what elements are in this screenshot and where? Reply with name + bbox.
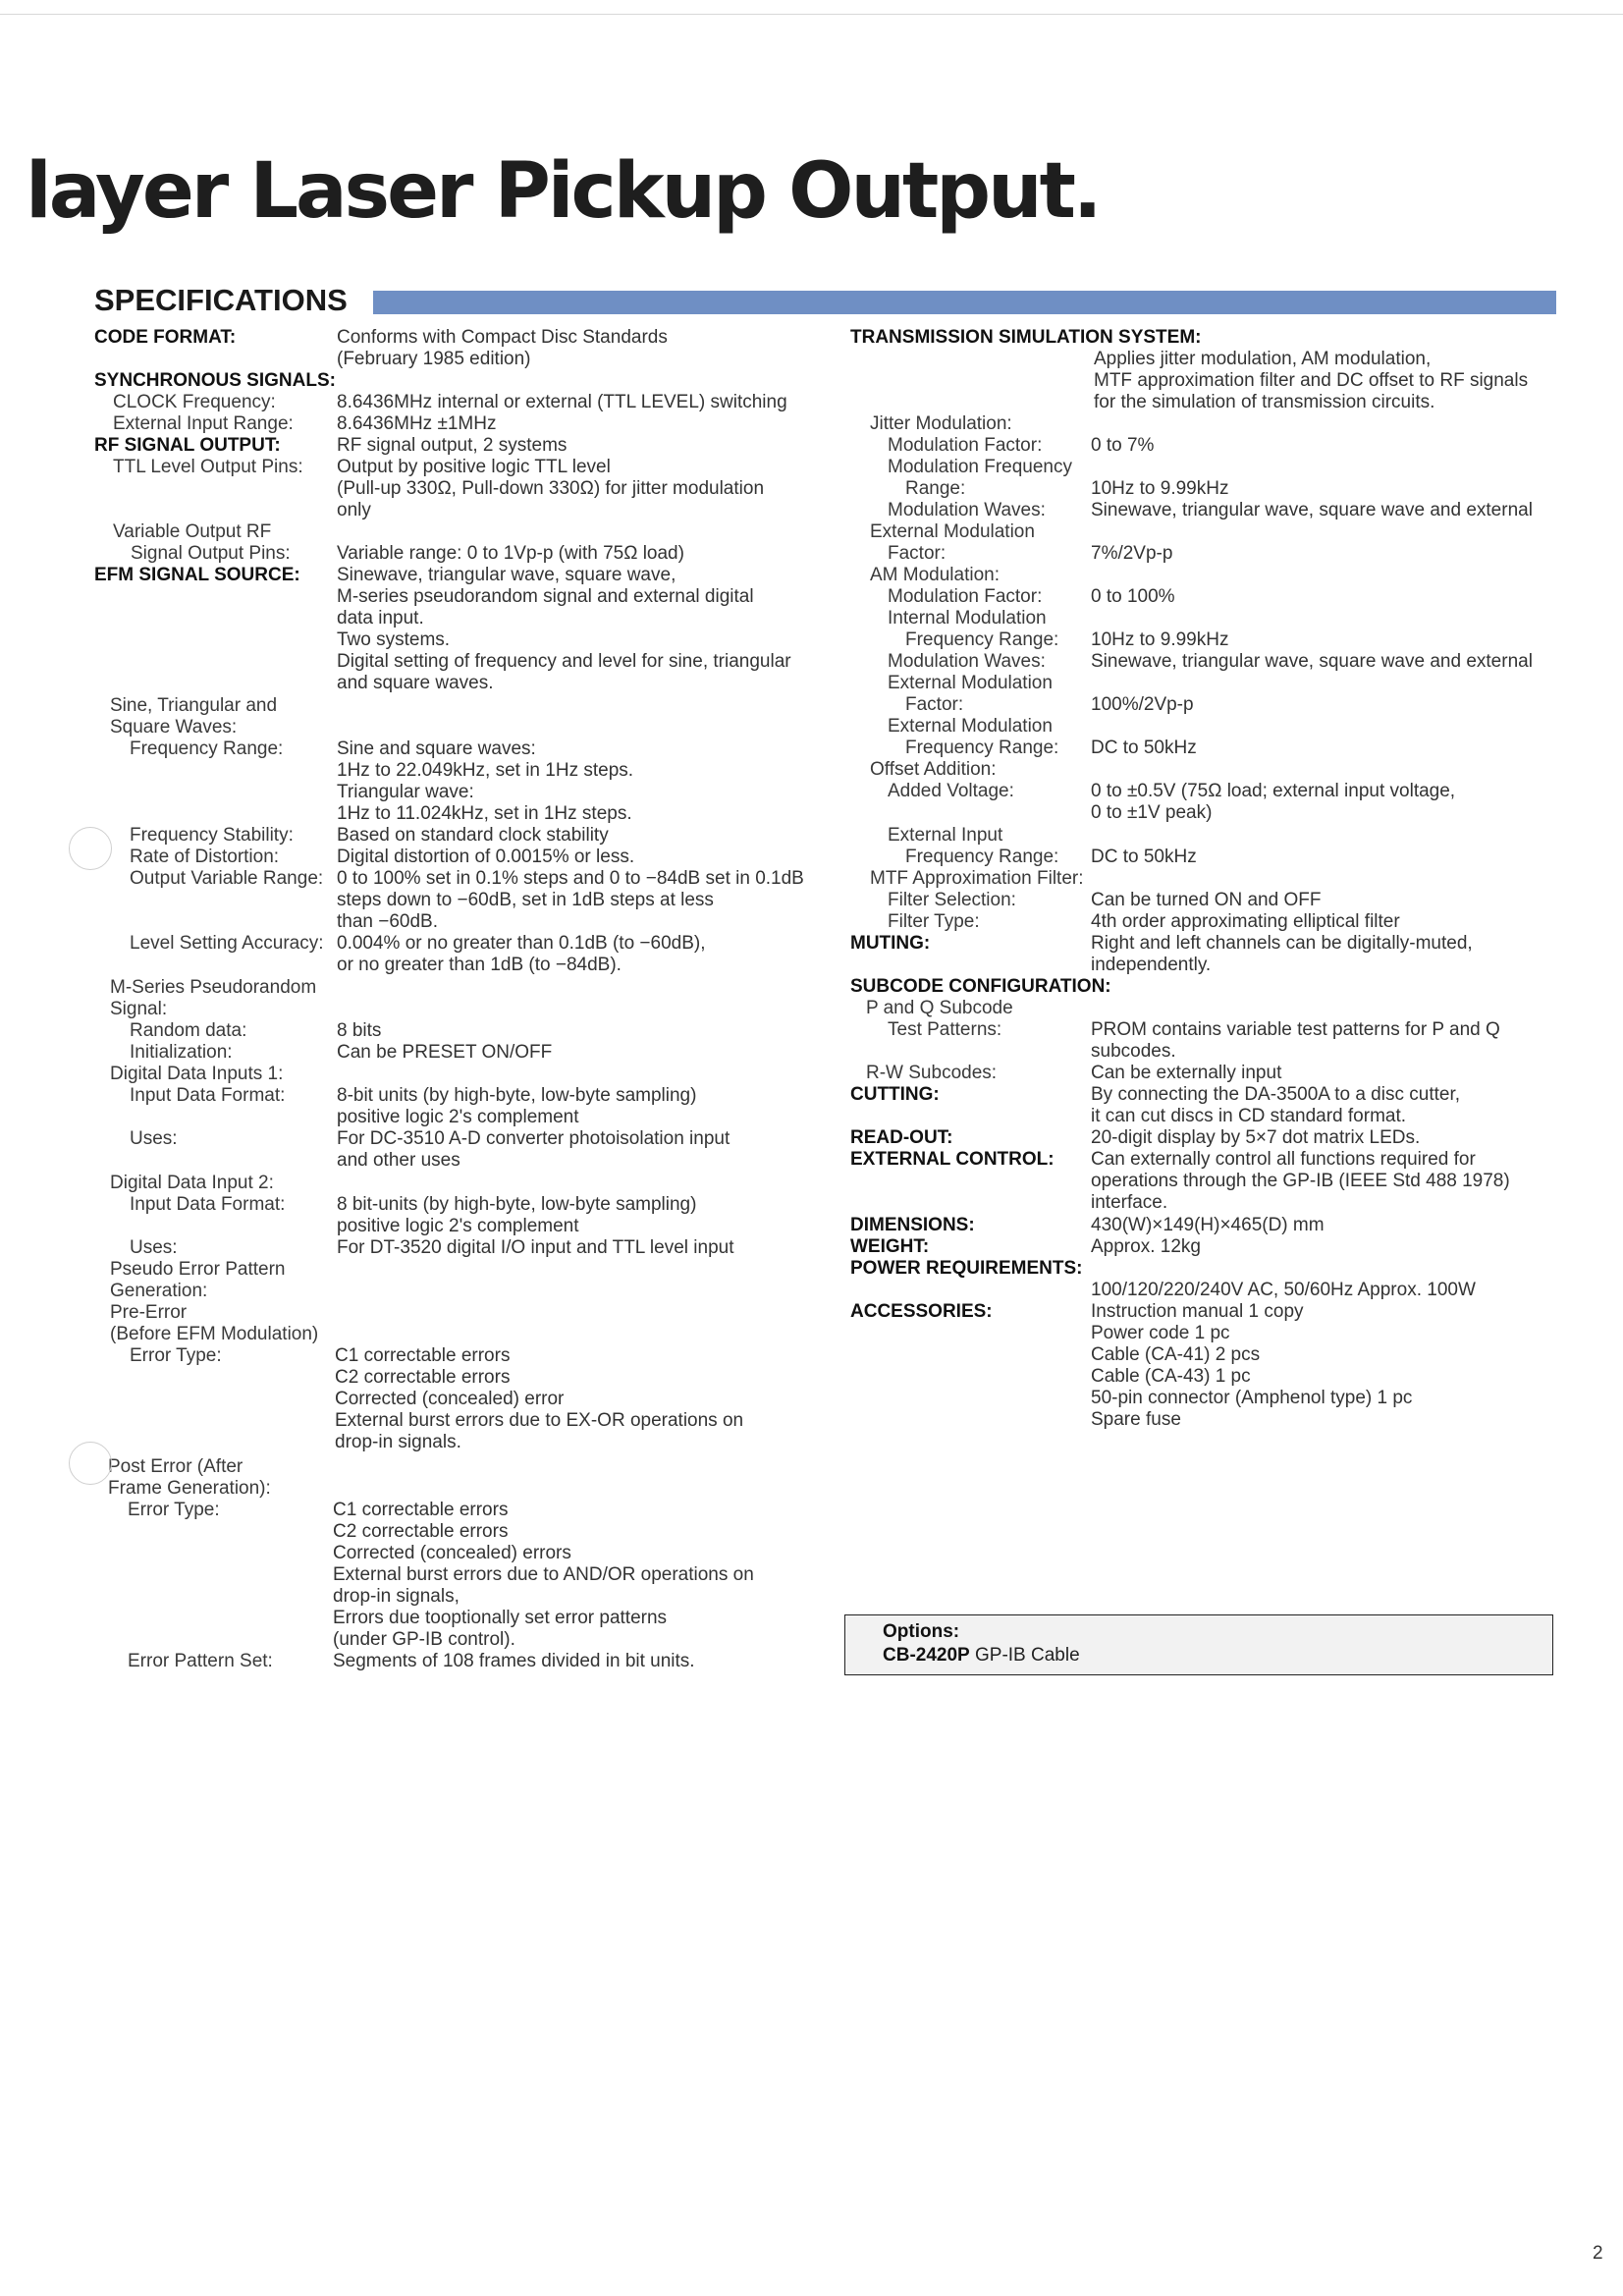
spec-label: Filter Type: [888, 911, 980, 932]
spec-label: Pre-Error [110, 1302, 188, 1323]
spec-value: Can externally control all functions required for [1091, 1149, 1476, 1170]
spec-label: External Input Range: [113, 413, 294, 434]
spec-label: Modulation Waves: [888, 500, 1046, 520]
spec-label: Digital Data Input 2: [110, 1173, 274, 1193]
spec-label: Modulation Factor: [888, 586, 1043, 607]
spec-label: Range: [905, 478, 966, 499]
spec-label: Added Voltage: [888, 781, 1014, 801]
spec-value: Power code 1 pc [1091, 1323, 1230, 1343]
spec-label: SYNCHRONOUS SIGNALS: [94, 370, 336, 391]
spec-value: Based on standard clock stability [337, 825, 609, 846]
spec-value: Corrected (concealed) errors [333, 1543, 571, 1563]
spec-value: M-series pseudorandom signal and external digital [337, 586, 754, 607]
spec-value: 20-digit display by 5×7 dot matrix LEDs. [1091, 1127, 1421, 1148]
spec-value: only [337, 500, 371, 520]
spec-label: DIMENSIONS: [850, 1215, 975, 1235]
spec-value: Can be PRESET ON/OFF [337, 1042, 553, 1063]
spec-value: Errors due tooptionally set error patterns [333, 1608, 668, 1628]
top-rule [0, 14, 1623, 15]
specifications-banner-bar [373, 291, 1556, 314]
spec-value: 100%/2Vp-p [1091, 694, 1194, 715]
spec-value: 10Hz to 9.99kHz [1091, 478, 1229, 499]
spec-value: data input. [337, 608, 424, 629]
spec-value: DC to 50kHz [1091, 847, 1197, 867]
spec-value: Cable (CA-43) 1 pc [1091, 1366, 1251, 1387]
spec-label: Uses: [130, 1128, 178, 1149]
spec-label: CUTTING: [850, 1084, 940, 1105]
spec-label: Rate of Distortion: [130, 847, 280, 867]
options-box [844, 1614, 1553, 1675]
spec-label: Uses: [130, 1237, 178, 1258]
spec-label: Error Type: [128, 1500, 220, 1520]
spec-value: 430(W)×149(H)×465(D) mm [1091, 1215, 1325, 1235]
spec-value: 0.004% or no greater than 0.1dB (to −60dB), [337, 933, 706, 954]
spec-label: Square Waves: [110, 717, 238, 738]
spec-value: and square waves. [337, 673, 494, 693]
spec-value: for the simulation of transmission circuits. [1094, 392, 1435, 412]
spec-value: operations through the GP-IB (IEEE Std 488 1978) [1091, 1171, 1510, 1191]
page-number: 2 [1593, 2243, 1603, 2264]
spec-value: Variable range: 0 to 1Vp-p (with 75Ω load) [337, 543, 684, 564]
spec-label: Post Error (After [108, 1456, 243, 1477]
spec-label: (Before EFM Modulation) [110, 1324, 319, 1344]
spec-value: 0 to 7% [1091, 435, 1155, 456]
spec-label: Internal Modulation [888, 608, 1047, 629]
spec-value: Cable (CA-41) 2 pcs [1091, 1344, 1261, 1365]
spec-value: 8.6436MHz internal or external (TTL LEVEL) switching [337, 392, 787, 412]
spec-value: C2 correctable errors [335, 1367, 511, 1388]
spec-label: AM Modulation: [870, 565, 1001, 585]
spec-value: positive logic 2's complement [337, 1107, 579, 1127]
spec-label: TTL Level Output Pins: [113, 457, 303, 477]
spec-value: Two systems. [337, 629, 451, 650]
spec-value: and other uses [337, 1150, 460, 1171]
spec-label: Variable Output RF [113, 521, 272, 542]
spec-value: C1 correctable errors [333, 1500, 509, 1520]
spec-value: MTF approximation filter and DC offset to RF signals [1094, 370, 1529, 391]
spec-label: Initialization: [130, 1042, 233, 1063]
spec-label: Modulation Waves: [888, 651, 1046, 672]
spec-label: MTF Approximation Filter: [870, 868, 1084, 889]
spec-label: Input Data Format: [130, 1085, 286, 1106]
spec-value: Right and left channels can be digitally-muted, [1091, 933, 1473, 954]
options-item-code: CB-2420P [883, 1645, 970, 1666]
spec-label: READ-OUT: [850, 1127, 953, 1148]
spec-label: External Modulation [888, 716, 1053, 737]
spec-value: subcodes. [1091, 1041, 1176, 1062]
spec-label: Level Setting Accuracy: [130, 933, 324, 954]
spec-label: Error Pattern Set: [128, 1651, 273, 1671]
spec-label: TRANSMISSION SIMULATION SYSTEM: [850, 327, 1202, 348]
spec-value: 7%/2Vp-p [1091, 543, 1173, 564]
spec-label: Test Patterns: [888, 1019, 1002, 1040]
spec-label: Offset Addition: [870, 759, 997, 780]
spec-label: Filter Selection: [888, 890, 1016, 910]
spec-value: 8-bit units (by high-byte, low-byte sampling) [337, 1085, 697, 1106]
spec-label: P and Q Subcode [866, 998, 1013, 1018]
spec-value: External burst errors due to EX-OR operations on [335, 1410, 744, 1431]
spec-value: 1Hz to 22.049kHz, set in 1Hz steps. [337, 760, 634, 781]
spec-value: or no greater than 1dB (to −84dB). [337, 955, 622, 975]
spec-value: 8 bit-units (by high-byte, low-byte sampling) [337, 1194, 697, 1215]
spec-label: MUTING: [850, 933, 931, 954]
spec-label: RF SIGNAL OUTPUT: [94, 435, 281, 456]
spec-value: independently. [1091, 955, 1212, 975]
spec-label: Frequency Range: [130, 738, 284, 759]
spec-value: Instruction manual 1 copy [1091, 1301, 1304, 1322]
spec-value: 1Hz to 11.024kHz, set in 1Hz steps. [337, 803, 632, 824]
spec-label: Pseudo Error Pattern [110, 1259, 286, 1280]
spec-label: M-Series Pseudorandom [110, 977, 317, 998]
spec-label: SUBCODE CONFIGURATION: [850, 976, 1111, 997]
spec-value: Conforms with Compact Disc Standards [337, 327, 668, 348]
specifications-heading: SPECIFICATIONS [94, 283, 348, 317]
spec-label: R-W Subcodes: [866, 1063, 998, 1083]
spec-label: Frequency Range: [905, 738, 1059, 758]
spec-value: 0 to ±0.5V (75Ω load; external input voltage, [1091, 781, 1456, 801]
spec-value: (Pull-up 330Ω, Pull-down 330Ω) for jitter modulation [337, 478, 765, 499]
spec-value: Spare fuse [1091, 1409, 1181, 1430]
options-title: Options: [883, 1621, 960, 1642]
spec-value: Segments of 108 frames divided in bit units. [333, 1651, 695, 1671]
options-item-desc: GP-IB Cable [975, 1645, 1080, 1666]
spec-value: Sinewave, triangular wave, square wave, [337, 565, 676, 585]
spec-value: C1 correctable errors [335, 1345, 511, 1366]
spec-value: it can cut discs in CD standard format. [1091, 1106, 1407, 1126]
page-headline: layer Laser Pickup Output. [26, 147, 1100, 236]
spec-value: interface. [1091, 1192, 1168, 1213]
spec-value: RF signal output, 2 systems [337, 435, 568, 456]
spec-value: Can be externally input [1091, 1063, 1282, 1083]
spec-label: Modulation Frequency [888, 457, 1072, 477]
punch-hole-mark [69, 827, 112, 870]
spec-value: (February 1985 edition) [337, 349, 531, 369]
spec-value: Approx. 12kg [1091, 1236, 1201, 1257]
spec-value: than −60dB. [337, 911, 439, 932]
spec-value: Digital setting of frequency and level for sine, triangular [337, 651, 791, 672]
spec-label: EXTERNAL CONTROL: [850, 1149, 1055, 1170]
spec-value: 0 to 100% [1091, 586, 1175, 607]
spec-value: drop-in signals, [333, 1586, 460, 1607]
spec-value: 8 bits [337, 1020, 382, 1041]
spec-label: Signal Output Pins: [131, 543, 291, 564]
spec-label: Digital Data Inputs 1: [110, 1064, 284, 1084]
spec-label: Random data: [130, 1020, 247, 1041]
spec-label: Frequency Range: [905, 847, 1059, 867]
spec-label: CLOCK Frequency: [113, 392, 276, 412]
spec-value: For DT-3520 digital I/O input and TTL level input [337, 1237, 734, 1258]
spec-value: 0 to 100% set in 0.1% steps and 0 to −84dB set in 0.1dB [337, 868, 804, 889]
spec-label: Jitter Modulation: [870, 413, 1012, 434]
spec-value: DC to 50kHz [1091, 738, 1197, 758]
spec-value: steps down to −60dB, set in 1dB steps at less [337, 890, 714, 910]
spec-label: Modulation Factor: [888, 435, 1043, 456]
spec-label: Sine, Triangular and [110, 695, 278, 716]
spec-value: Applies jitter modulation, AM modulation, [1094, 349, 1432, 369]
spec-label: POWER REQUIREMENTS: [850, 1258, 1083, 1279]
spec-label: Frame Generation): [108, 1478, 271, 1499]
spec-value: Triangular wave: [337, 782, 474, 802]
spec-label: Signal: [110, 999, 168, 1019]
spec-value: 4th order approximating elliptical filter [1091, 911, 1400, 932]
spec-label: CODE FORMAT: [94, 327, 237, 348]
spec-value: Output by positive logic TTL level [337, 457, 611, 477]
spec-label: Factor: [905, 694, 964, 715]
spec-label: External Modulation [888, 673, 1053, 693]
spec-value: Digital distortion of 0.0015% or less. [337, 847, 635, 867]
spec-value: 100/120/220/240V AC, 50/60Hz Approx. 100W [1091, 1280, 1476, 1300]
spec-label: Factor: [888, 543, 947, 564]
spec-label: External Input [888, 825, 1003, 846]
spec-value: C2 correctable errors [333, 1521, 509, 1542]
spec-value: Corrected (concealed) error [335, 1389, 565, 1409]
spec-value: Sinewave, triangular wave, square wave and external [1091, 651, 1533, 672]
spec-label: Frequency Stability: [130, 825, 294, 846]
spec-value: 8.6436MHz ±1MHz [337, 413, 497, 434]
spec-label: Error Type: [130, 1345, 222, 1366]
spec-label: Output Variable Range: [130, 868, 324, 889]
spec-value: Can be turned ON and OFF [1091, 890, 1322, 910]
spec-label: WEIGHT: [850, 1236, 930, 1257]
spec-value: 0 to ±1V peak) [1091, 802, 1213, 823]
spec-label: Generation: [110, 1281, 208, 1301]
spec-label: Frequency Range: [905, 629, 1059, 650]
spec-value: PROM contains variable test patterns for P and Q [1091, 1019, 1500, 1040]
spec-value: positive logic 2's complement [337, 1216, 579, 1236]
spec-label: ACCESSORIES: [850, 1301, 993, 1322]
spec-value: For DC-3510 A-D converter photoisolation input [337, 1128, 730, 1149]
spec-label: Input Data Format: [130, 1194, 286, 1215]
spec-value: Sinewave, triangular wave, square wave and external [1091, 500, 1533, 520]
spec-value: External burst errors due to AND/OR operations on [333, 1564, 754, 1585]
options-item [883, 1645, 1080, 1667]
spec-label: EFM SIGNAL SOURCE: [94, 565, 300, 585]
spec-value: 50-pin connector (Amphenol type) 1 pc [1091, 1388, 1413, 1408]
spec-value: 10Hz to 9.99kHz [1091, 629, 1229, 650]
spec-value: (under GP-IB control). [333, 1629, 515, 1650]
spec-value: Sine and square waves: [337, 738, 536, 759]
punch-hole-mark [69, 1442, 112, 1485]
spec-value: By connecting the DA-3500A to a disc cutter, [1091, 1084, 1461, 1105]
spec-value: drop-in signals. [335, 1432, 461, 1452]
spec-label: External Modulation [870, 521, 1035, 542]
